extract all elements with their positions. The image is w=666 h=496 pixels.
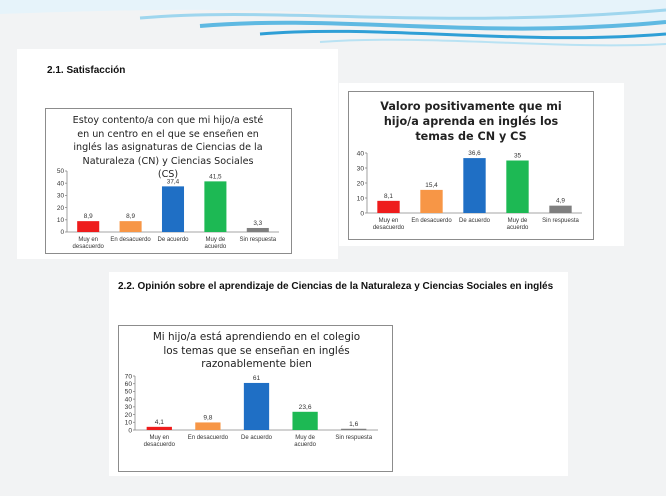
bar — [244, 383, 269, 430]
data-label: 3,3 — [253, 219, 263, 227]
category-label: En desacuerdo — [110, 237, 151, 243]
category-label: De acuerdo — [458, 218, 491, 224]
y-tick-label: 30 — [56, 192, 64, 200]
bar — [292, 412, 317, 430]
data-label: 4,9 — [556, 197, 565, 205]
data-label: 8,9 — [83, 213, 93, 221]
category-label: Sin respuesta — [239, 237, 277, 243]
bar — [120, 221, 142, 232]
y-tick-label: 30 — [124, 404, 132, 412]
y-tick-label: 10 — [56, 217, 64, 225]
data-label: 8,9 — [126, 213, 136, 221]
section-heading-opinion: 2.2. Opinión sobre el aprendizaje de Ciencias de la Naturaleza y Ciencias Sociales en inglés — [118, 281, 554, 292]
y-tick-label: 20 — [356, 180, 364, 188]
y-tick-label: 40 — [124, 396, 132, 404]
y-tick-label: 50 — [124, 388, 132, 396]
chart-title: Mi hijo/a está aprendiendo en el colegio los temas que se enseñan en inglés razonablemente bien — [152, 331, 361, 370]
data-label: 1,6 — [349, 420, 359, 428]
data-label: 37,4 — [166, 178, 180, 186]
y-tick-label: 40 — [56, 180, 64, 188]
y-tick-label: 10 — [356, 195, 364, 203]
y-tick-label: 40 — [356, 150, 364, 158]
chart-title: Valoro positivamente que mi hijo/a aprenda en inglés los temas de CN y CS — [380, 100, 562, 143]
y-tick-label: 30 — [356, 165, 364, 173]
data-label: 15,4 — [425, 181, 438, 189]
chart-plot — [46, 109, 291, 253]
data-label: 41,5 — [209, 173, 222, 181]
bar — [162, 186, 184, 232]
category-label: De acuerdo — [240, 435, 273, 441]
category-label: Muy de acuerdo — [204, 237, 227, 251]
data-label: 8,1 — [384, 192, 393, 200]
chart-learning — [118, 325, 393, 472]
category-label: Muy en desacuerdo — [372, 218, 405, 232]
chart-valuation — [348, 91, 594, 240]
chart-title: Estoy contento/a con que mi hijo/a esté en un centro en el que se enseñen en inglés las asignaturas de Ciencias de la Naturaleza (CN) y Ciencias Sociales (CS) — [72, 115, 264, 180]
bar — [147, 427, 172, 430]
y-tick-label: 20 — [56, 204, 64, 212]
y-tick-label: 0 — [128, 427, 132, 435]
category-label: Sin respuesta — [335, 435, 373, 441]
y-tick-label: 70 — [124, 373, 132, 381]
bar — [77, 221, 99, 232]
data-label: 35 — [513, 152, 522, 160]
bar — [204, 181, 226, 232]
category-label: En desacuerdo — [187, 435, 229, 441]
section-heading-satisfaction: 2.1. Satisfacción — [47, 65, 126, 76]
bar — [506, 161, 528, 214]
y-tick-label: 20 — [124, 411, 132, 419]
data-label: 23,6 — [298, 403, 312, 411]
category-label: En desacuerdo — [411, 218, 452, 224]
category-label: Muy en desacuerdo — [72, 237, 104, 251]
y-tick-label: 60 — [124, 381, 132, 389]
data-label: 9,8 — [203, 414, 213, 422]
chart-satisfaction — [45, 108, 292, 254]
bar — [420, 190, 442, 213]
category-label: Muy de acuerdo — [294, 435, 316, 449]
data-label: 36,6 — [468, 150, 481, 158]
bar — [247, 228, 269, 232]
category-label: Muy de acuerdo — [506, 218, 529, 232]
chart-plot — [119, 326, 392, 471]
category-label: Muy en desacuerdo — [143, 435, 175, 449]
bar — [341, 429, 366, 430]
bar — [549, 206, 571, 213]
category-label: Sin respuesta — [542, 218, 579, 224]
category-label: De acuerdo — [157, 237, 189, 243]
y-tick-label: 50 — [56, 168, 64, 176]
bar — [377, 201, 399, 213]
bar — [195, 422, 220, 430]
y-tick-label: 0 — [60, 229, 64, 237]
data-label: 4,1 — [154, 418, 164, 426]
y-tick-label: 0 — [360, 210, 364, 218]
bar — [463, 158, 485, 213]
data-label: 61 — [252, 374, 261, 382]
y-tick-label: 10 — [124, 419, 132, 427]
chart-plot — [349, 92, 593, 239]
